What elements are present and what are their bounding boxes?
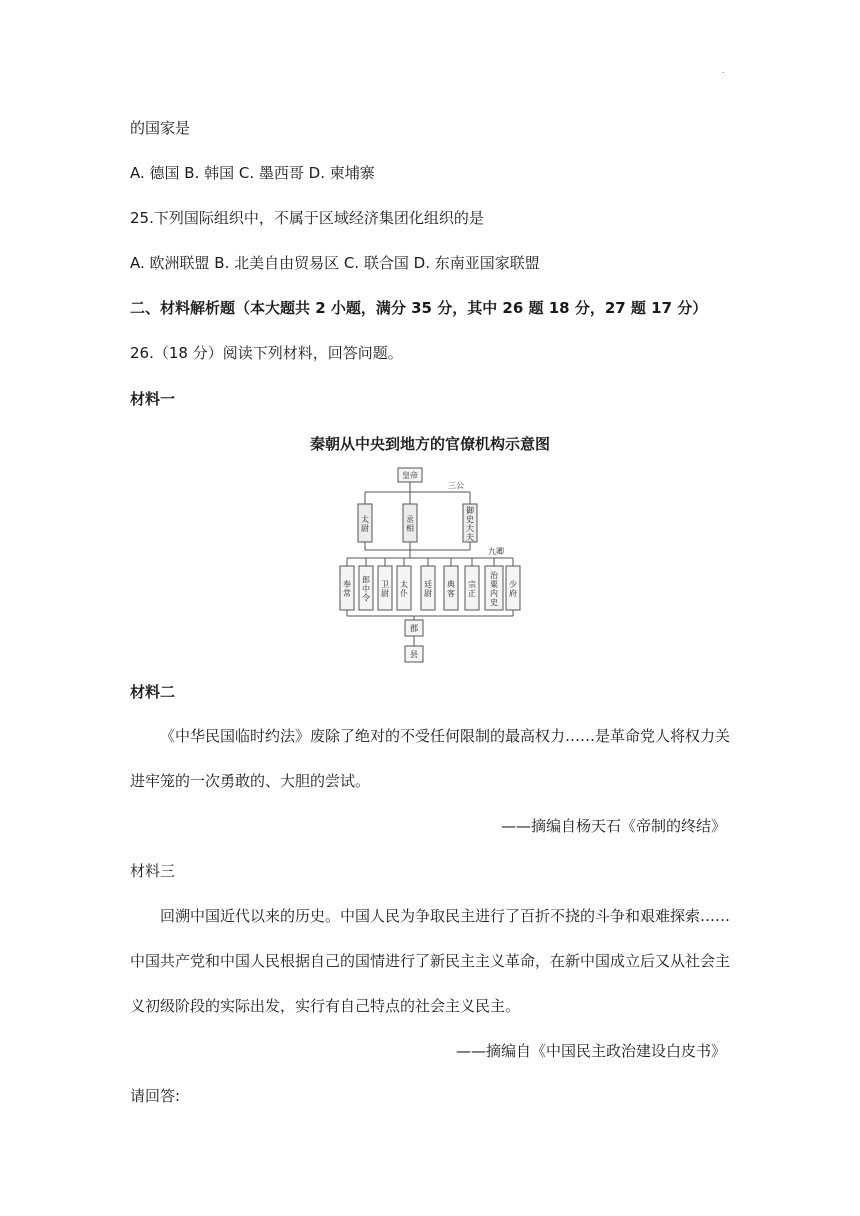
material-2-label: 材料二 [130, 683, 176, 701]
question-24-tail: 的国家是 [130, 119, 191, 137]
material-2-text-line-1: 《中华民国临时约法》废除了绝对的不受任何限制的最高权力……是革命党人将权力关 [160, 727, 731, 745]
material-3-text-line-2: 中国共产党和中国人民根据自己的国情进行了新民主主义革命，在新中国成立后又从社会主 [130, 952, 731, 970]
jiuqing-label: 九卿 [488, 547, 504, 556]
jiuqing-label-7: 宗正 [468, 580, 476, 598]
jiuqing-label-1: 奉常 [343, 580, 351, 598]
sangong-label-2: 丞相 [406, 515, 414, 533]
sangong-label-3: 御史大夫 [466, 506, 474, 542]
sangong-label: 三公 [448, 481, 464, 490]
jiuqing-label-2: 郎中令 [362, 575, 370, 603]
qin-bureaucracy-diagram [320, 462, 540, 672]
question-26: 26.（18 分）阅读下列材料，回答问题。 [130, 344, 403, 362]
question-25-options: A. 欧洲联盟 B. 北美自由贸易区 C. 联合国 D. 东南亚国家联盟 [130, 254, 540, 272]
sangong-label-1: 太尉 [361, 515, 369, 533]
jiuqing-label-5: 廷尉 [424, 580, 432, 598]
jiuqing-label-3: 卫尉 [381, 580, 389, 598]
material-3-text-line-3: 义初级阶段的实际出发，实行有自己特点的社会主义民主。 [130, 997, 521, 1015]
jun-label: 郡 [410, 624, 418, 633]
jiuqing-label-9: 少府 [509, 580, 517, 598]
question-24-options: A. 德国 B. 韩国 C. 墨西哥 D. 柬埔寨 [130, 164, 375, 182]
section-2-heading: 二、材料解析题（本大题共 2 小题，满分 35 分，其中 26 题 18 分，27 题 17 分） [130, 299, 708, 317]
jiuqing-label-8: 治粟内史 [490, 571, 498, 607]
question-prompt: 请回答: [130, 1087, 181, 1105]
jiuqing-label-6: 典客 [447, 580, 455, 598]
question-25: 25.下列国际组织中，不属于区域经济集团化组织的是 [130, 209, 484, 227]
jiuqing-label-4: 太仆 [400, 580, 408, 598]
material-2-source: ——摘编自杨天石《帝制的终结》 [500, 817, 726, 835]
material-3-text-line-1: 回溯中国近代以来的历史。中国人民为争取民主进行了百折不挠的斗争和艰难探索…… [160, 907, 731, 925]
material-2-text-line-2: 进牢笼的一次勇敢的、大胆的尝试。 [130, 772, 371, 790]
xian-label: 县 [410, 650, 418, 659]
material-3-label: 材料三 [130, 862, 176, 880]
material-3-source: ——摘编自《中国民主政治建设白皮书》 [455, 1042, 726, 1060]
chart-title: 秦朝从中央到地方的官僚机构示意图 [309, 435, 550, 453]
corner-mark: . [722, 66, 725, 75]
emperor-label: 皇帝 [402, 471, 418, 480]
jiuqing-boxes [340, 566, 520, 610]
material-1-label: 材料一 [130, 390, 176, 408]
